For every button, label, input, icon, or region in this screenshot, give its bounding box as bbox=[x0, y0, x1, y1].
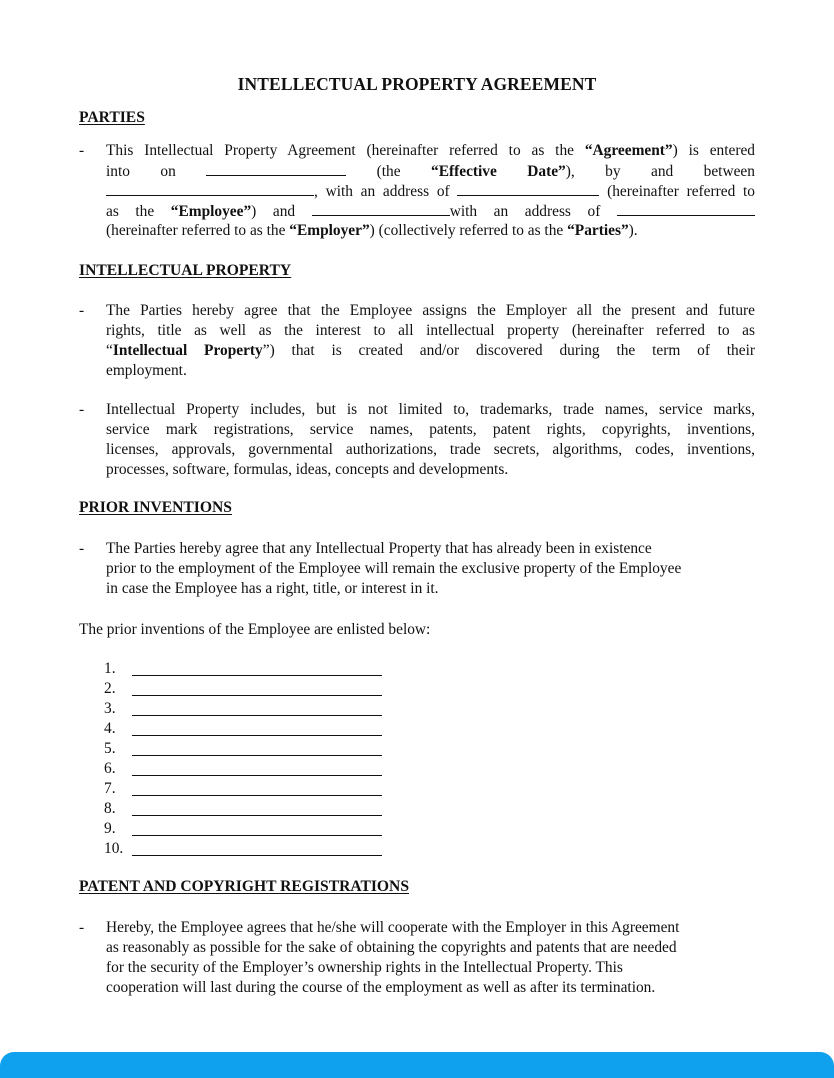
ip-p2-line-4: processes, software, formulas, ideas, concepts and developments. bbox=[106, 461, 509, 478]
invention-blank-line[interactable] bbox=[132, 735, 382, 736]
invention-list-item bbox=[104, 739, 132, 759]
invention-blank-line[interactable] bbox=[132, 775, 382, 776]
employer-name-blank[interactable] bbox=[312, 201, 450, 216]
ip-p1-line-1: The Parties hereby agree that the Employee assigns the Employer all the present and future bbox=[106, 302, 755, 319]
invention-list-item bbox=[104, 679, 132, 699]
parties-line-1: This Intellectual Property Agreement (hereinafter referred to as the “Agreement”) is entered bbox=[106, 142, 755, 159]
parties-line-5: (hereinafter referred to as the “Employer”) (collectively referred to as the “Parties”). bbox=[106, 222, 638, 239]
invention-blank-line[interactable] bbox=[132, 675, 382, 676]
patent-line-3: for the security of the Employer’s ownership rights in the Intellectual Property. This bbox=[106, 959, 623, 976]
invention-list-item bbox=[104, 699, 132, 719]
section-heading-prior-inventions: PRIOR INVENTIONS bbox=[79, 499, 232, 516]
parties-line-4: as the “Employee”) and with an address of bbox=[106, 201, 755, 221]
section-heading-patent-copyright: PATENT AND COPYRIGHT REGISTRATIONS bbox=[79, 878, 409, 895]
section-heading-parties: PARTIES bbox=[79, 109, 145, 126]
invention-blank-line[interactable] bbox=[132, 835, 382, 836]
invention-number: 8. bbox=[104, 800, 116, 817]
invention-number: 1. bbox=[104, 660, 116, 677]
bullet-dash: - bbox=[79, 540, 85, 557]
invention-number: 4. bbox=[104, 720, 116, 737]
patent-line-2: as reasonably as possible for the sake of obtaining the copyrights and patents that are needed bbox=[106, 939, 677, 956]
parties-paragraph bbox=[79, 141, 755, 241]
employee-name-blank[interactable] bbox=[106, 181, 314, 196]
document-title: INTELLECTUAL PROPERTY AGREEMENT bbox=[237, 74, 597, 94]
invention-number: 7. bbox=[104, 780, 116, 797]
prior-paragraph bbox=[79, 539, 755, 599]
invention-number: 9. bbox=[104, 820, 116, 837]
invention-list-item bbox=[104, 799, 132, 819]
prior-line-3: in case the Employee has a right, title, or interest in it. bbox=[106, 580, 439, 597]
invention-blank-line[interactable] bbox=[132, 695, 382, 696]
ip-paragraph-1 bbox=[79, 301, 755, 381]
invention-list-item bbox=[104, 659, 132, 679]
ip-p2-line-2: service mark registrations, service names, patents, patent rights, copyrights, inventions, bbox=[106, 421, 755, 438]
ip-p2-line-3: licenses, approvals, governmental authorizations, trade secrets, algorithms, codes, inventions, bbox=[106, 441, 755, 458]
bullet-dash: - bbox=[79, 919, 85, 936]
invention-blank-line[interactable] bbox=[132, 715, 382, 716]
bullet-dash: - bbox=[79, 401, 85, 418]
footer-accent-bar bbox=[0, 1052, 834, 1078]
ip-paragraph-2 bbox=[79, 400, 755, 480]
section-heading-intellectual-property: INTELLECTUAL PROPERTY bbox=[79, 262, 292, 279]
invention-blank-line[interactable] bbox=[132, 815, 382, 816]
effective-date-blank[interactable] bbox=[206, 161, 346, 176]
employer-address-blank[interactable] bbox=[617, 201, 755, 216]
patent-paragraph bbox=[79, 918, 755, 998]
ip-p1-line-4: employment. bbox=[106, 362, 187, 379]
invention-number: 5. bbox=[104, 740, 116, 757]
invention-list-item bbox=[104, 719, 132, 739]
prior-line-2: prior to the employment of the Employee will remain the exclusive property of the Employee bbox=[106, 560, 682, 577]
invention-blank-line[interactable] bbox=[132, 855, 382, 856]
invention-number: 2. bbox=[104, 680, 116, 697]
employee-address-blank[interactable] bbox=[457, 181, 599, 196]
invention-list-item bbox=[104, 839, 132, 859]
ip-p2-line-1: Intellectual Property includes, but is not limited to, trademarks, trade names, service marks, bbox=[106, 401, 755, 418]
invention-blank-line[interactable] bbox=[132, 755, 382, 756]
parties-line-3: , with an address of (hereinafter referred to bbox=[106, 181, 755, 201]
patent-line-4: cooperation will last during the course of the employment as well as after its termination. bbox=[106, 979, 656, 996]
invention-number: 3. bbox=[104, 700, 116, 717]
parties-line-2: into on (the “Effective Date”), by and between bbox=[106, 163, 755, 180]
bullet-dash: - bbox=[79, 142, 85, 159]
patent-line-1: Hereby, the Employee agrees that he/she will cooperate with the Employer in this Agreement bbox=[106, 919, 680, 936]
prior-inventions-list bbox=[104, 659, 132, 859]
prior-list-intro: The prior inventions of the Employee are enlisted below: bbox=[79, 621, 431, 638]
invention-list-item bbox=[104, 759, 132, 779]
invention-number: 6. bbox=[104, 760, 116, 777]
bullet-dash: - bbox=[79, 302, 85, 319]
ip-p1-line-3: “Intellectual Property”) that is created and/or discovered during the term of their bbox=[106, 342, 755, 359]
prior-line-1: The Parties hereby agree that any Intellectual Property that has already been in existence bbox=[106, 540, 652, 557]
invention-list-item bbox=[104, 819, 132, 839]
invention-list-item bbox=[104, 779, 132, 799]
invention-number: 10. bbox=[104, 840, 124, 857]
invention-blank-line[interactable] bbox=[132, 795, 382, 796]
ip-p1-line-2: rights, title as well as the interest to all intellectual property (hereinafter referred to as bbox=[106, 322, 755, 339]
